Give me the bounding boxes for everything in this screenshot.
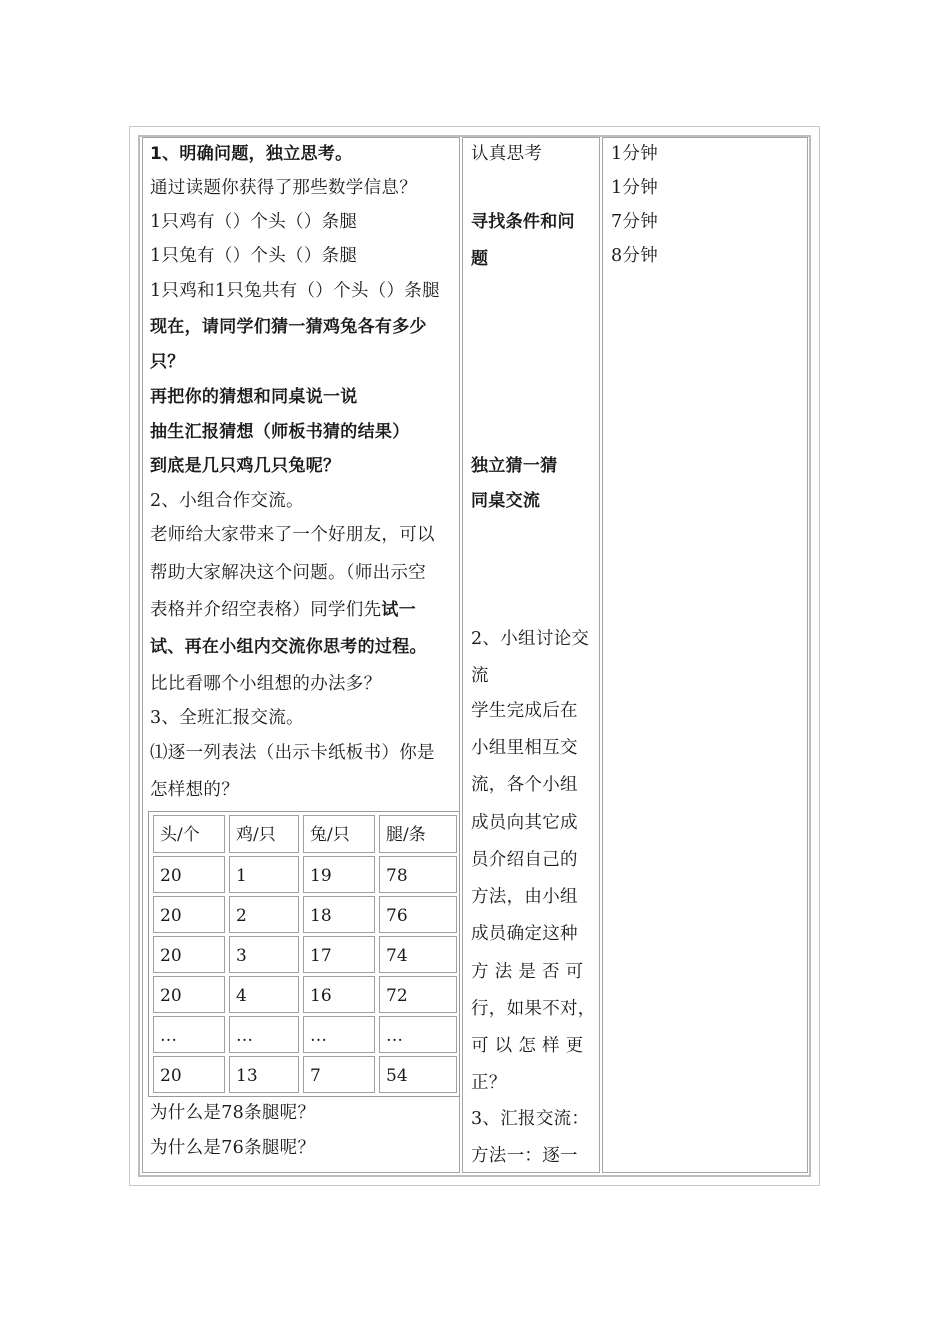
table-cell: 2 — [229, 896, 299, 933]
activity-line: 流，各个小组 — [471, 775, 578, 795]
time-line: 7分钟 — [611, 212, 659, 232]
table-cell: 18 — [303, 896, 375, 933]
activity-line: 小组里相互交 — [471, 738, 578, 758]
activity-line: 2、小组讨论交 — [471, 629, 590, 649]
table-cell: … — [229, 1016, 299, 1053]
table-cell: 3 — [229, 936, 299, 973]
table-header: 头/个 — [153, 815, 225, 853]
time-line: 1分钟 — [611, 178, 659, 198]
time-line: 8分钟 — [611, 246, 659, 266]
cell-time — [602, 137, 808, 1173]
table-cell: 20 — [153, 976, 225, 1013]
table-header: 兔/只 — [303, 815, 375, 853]
activity-line: 成员向其它成 — [471, 813, 578, 833]
table-cell: 76 — [379, 896, 457, 933]
text-line: 老师给大家带来了一个好朋友，可以 — [150, 525, 435, 545]
activity-line: 正？ — [471, 1073, 507, 1093]
activity-line: 可 以 怎 样 更 — [471, 1036, 584, 1056]
table-cell: 13 — [229, 1056, 299, 1093]
table-cell: … — [153, 1016, 225, 1053]
table-cell: 7 — [303, 1056, 375, 1093]
activity-line: 学生完成后在 — [471, 701, 578, 721]
text-line: 1只鸡有（）个头（）条腿 — [150, 212, 358, 232]
table-cell: 20 — [153, 856, 225, 893]
table-cell: 4 — [229, 976, 299, 1013]
question-line: 为什么是76条腿呢？ — [150, 1138, 316, 1158]
table-cell: 78 — [379, 856, 457, 893]
table-cell: … — [379, 1016, 457, 1053]
table-cell: 17 — [303, 936, 375, 973]
activity-line: 认真思考 — [471, 144, 543, 164]
text-line-mixed: 表格并介绍空表格）同学们先试一 — [150, 600, 417, 620]
enumeration-table — [148, 811, 460, 1097]
time-line: 1分钟 — [611, 144, 659, 164]
text-line: 1只兔有（）个头（）条腿 — [150, 246, 358, 266]
table-cell: 74 — [379, 936, 457, 973]
text-line-bold: 现在，请同学们猜一猜鸡兔各有多少 — [150, 317, 427, 337]
text-line: 比比看哪个小组想的办法多？ — [150, 674, 382, 694]
table-cell: 20 — [153, 1056, 225, 1093]
table-cell: 1 — [229, 856, 299, 893]
activity-line: 员介绍自己的 — [471, 850, 578, 870]
step1-title: 1、明确问题，独立思考。 — [150, 144, 353, 164]
table-cell: 20 — [153, 896, 225, 933]
text-line: ⑴逐一列表法（出示卡纸板书）你是 — [150, 743, 435, 763]
activity-line-bold: 题 — [471, 249, 489, 269]
activity-line: 方法，由小组 — [471, 887, 578, 907]
table-cell: 20 — [153, 936, 225, 973]
activity-line: 方法一：逐一 — [471, 1146, 578, 1166]
activity-line: 方 法 是 否 可 — [471, 962, 584, 982]
step3-title: 3、全班汇报交流。 — [150, 708, 304, 728]
table-header: 腿/条 — [379, 815, 457, 853]
table-header: 鸡/只 — [229, 815, 299, 853]
text-line-bold: 抽生汇报猜想（师板书猜的结果） — [150, 422, 410, 442]
text-line-bold: 试、再在小组内交流你思考的过程。 — [150, 637, 427, 657]
activity-line-bold: 同桌交流 — [471, 491, 541, 511]
text-line-bold: 再把你的猜想和同桌说一说 — [150, 387, 358, 407]
text-line: 1只鸡和1只兔共有（）个头（）条腿 — [150, 281, 440, 301]
text-line: 怎样想的？ — [150, 780, 239, 800]
activity-line: 3、汇报交流： — [471, 1109, 590, 1129]
table-cell: 54 — [379, 1056, 457, 1093]
activity-line-bold: 独立猜一猜 — [471, 456, 558, 476]
table-cell: 16 — [303, 976, 375, 1013]
question-line: 为什么是78条腿呢？ — [150, 1103, 316, 1123]
table-cell: 72 — [379, 976, 457, 1013]
text-line: 帮助大家解决这个问题。（师出示空 — [150, 563, 427, 583]
text-line-bold: 只？ — [150, 352, 185, 372]
table-cell: 19 — [303, 856, 375, 893]
activity-line: 流 — [471, 666, 489, 686]
text-line-bold: 到底是几只鸡几只兔呢？ — [150, 456, 341, 476]
activity-line: 行，如果不对， — [471, 999, 596, 1019]
activity-line-bold: 寻找条件和问 — [471, 212, 575, 232]
activity-line: 成员确定这种 — [471, 924, 578, 944]
step2-title: 2、小组合作交流。 — [150, 491, 304, 511]
table-cell: … — [303, 1016, 375, 1053]
text-line: 通过读题你获得了那些数学信息？ — [150, 178, 417, 198]
